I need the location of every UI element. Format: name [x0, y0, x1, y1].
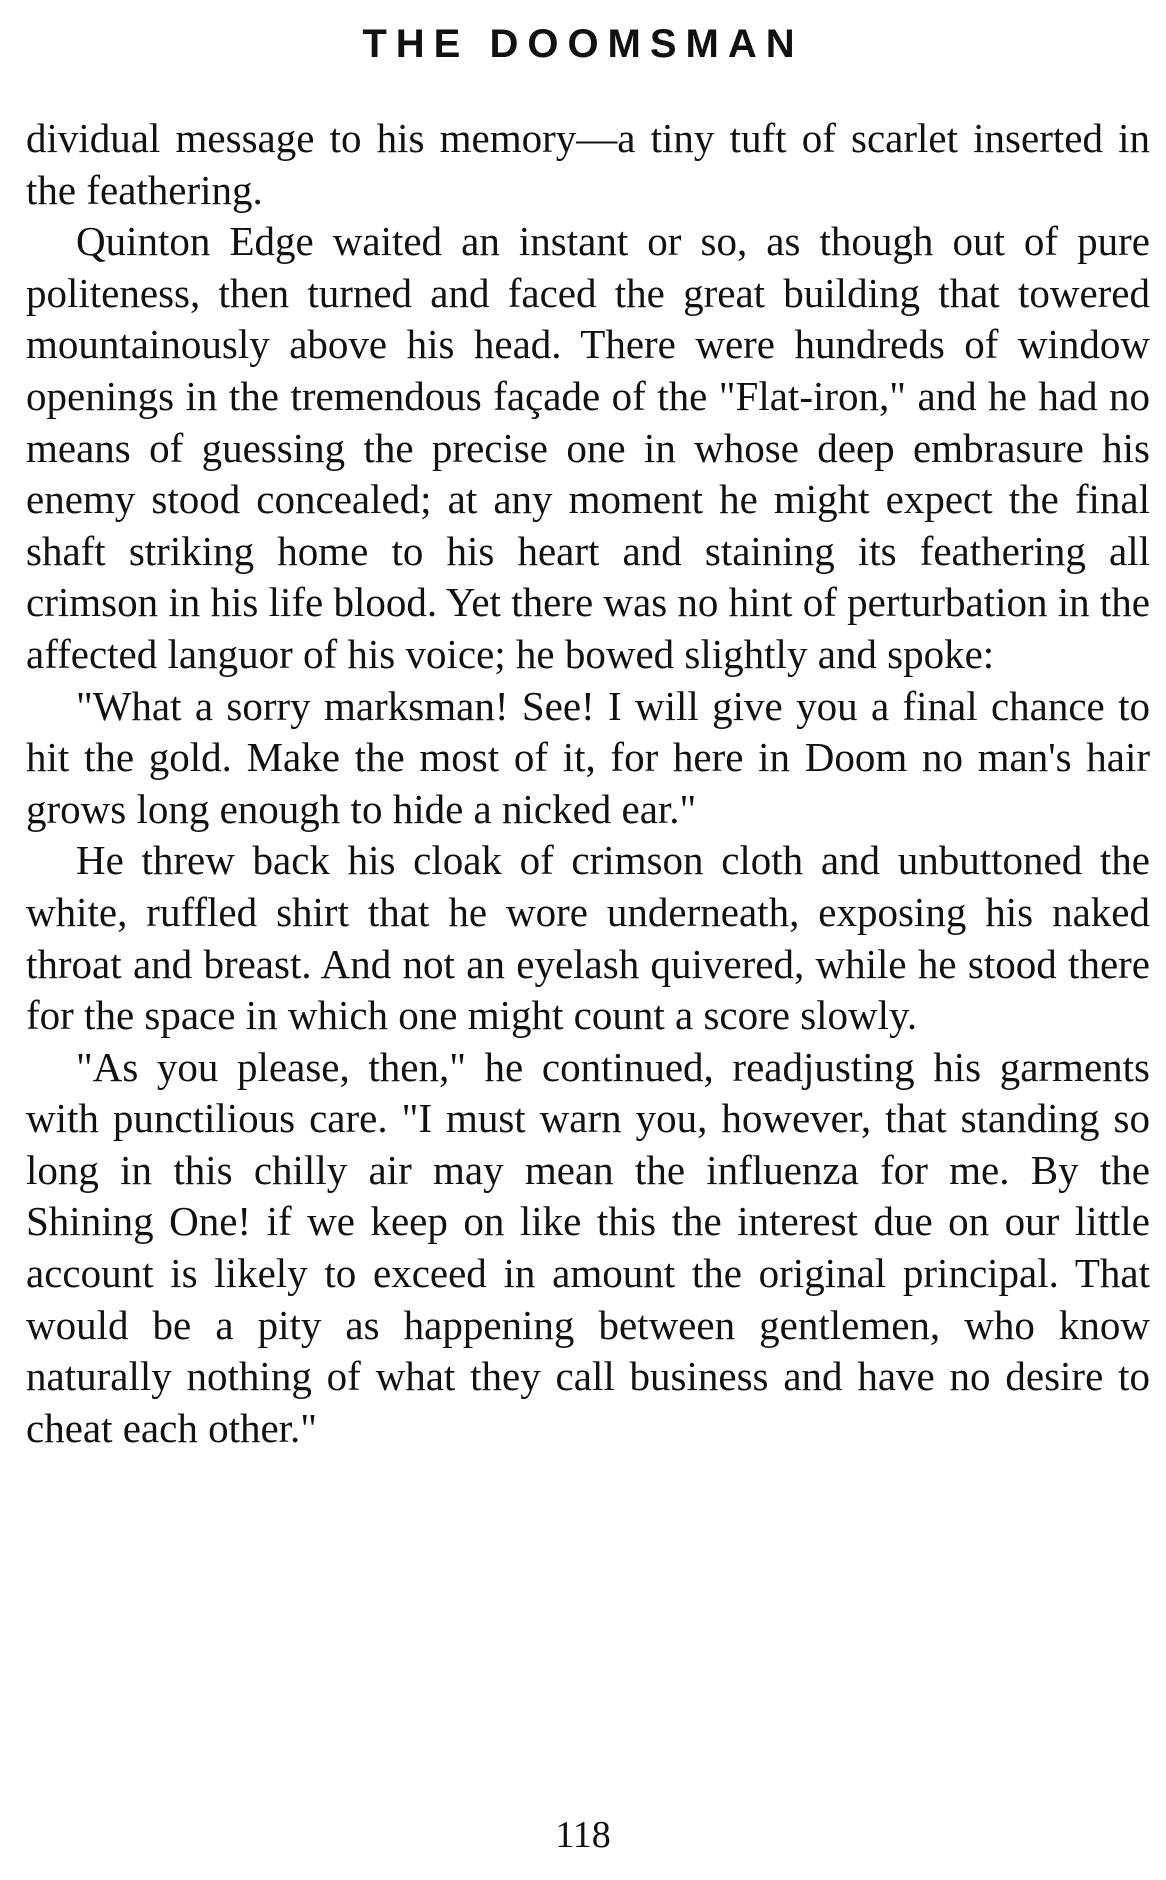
paragraph-continuation: dividual message to his memory—a tiny tuft of scarlet inserted in the feathering. [26, 115, 1150, 213]
paragraph: He threw back his cloak of crimson cloth and unbuttoned the white, ruffled shirt that he wore underneath, exposing his naked throat and breast. And not an eyelash quivered, while he stood there for the space in which one might count a score slowly. [26, 837, 1150, 1039]
page-number: 118 [555, 1814, 611, 1856]
running-head: THE DOOMSMAN [362, 22, 804, 66]
body-text [26, 113, 1150, 1454]
paragraph: "As you please, then," he continued, readjusting his garments with punctilious care. "I must warn you, however, that standing so long in this chilly air may mean the influenza for me. By the Shining One! if we keep on like this the interest due on our little account is likely to exceed in amount the original principal. That would be a pity as happening between gentlemen, who know naturally nothing of what they call business and have no desire to cheat each other." [26, 1043, 1150, 1451]
paragraph: "What a sorry marksman! See! I will give you a final chance to hit the gold. Make the most of it, for here in Doom no man's hair grows long enough to hide a nicked ear." [26, 682, 1150, 832]
paragraph: Quinton Edge waited an instant or so, as though out of pure politeness, then turned and faced the great building that towered mountainously above his head. There were hundreds of window openings in the tremendous façade of the "Flat-iron," and he had no means of guessing the precise one in whose deep embrasure his enemy stood concealed; at any moment he might expect the final shaft striking home to his heart and staining its feathering all crimson in his life blood. Yet there was no hint of perturbation in the affected languor of his voice; he bowed slightly and spoke: [26, 218, 1150, 677]
